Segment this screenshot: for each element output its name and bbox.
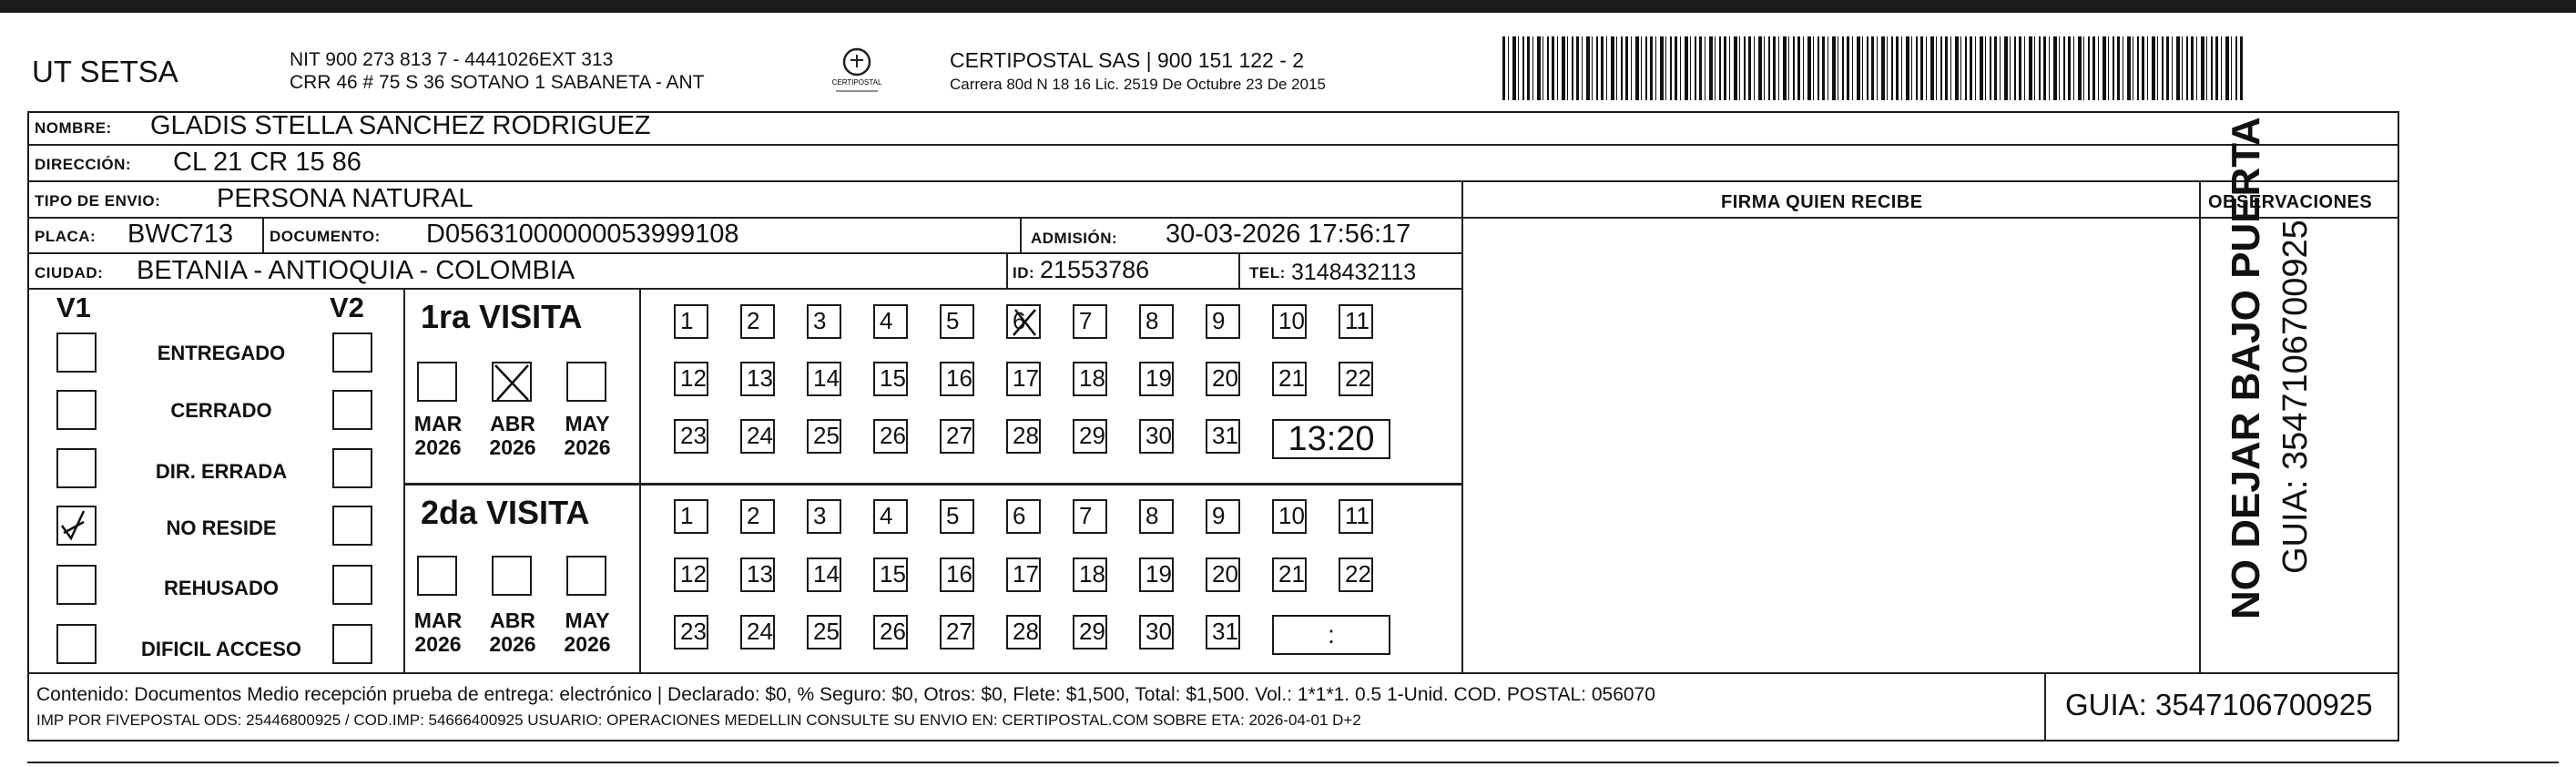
visit-1-day-10[interactable]: 10 — [1272, 304, 1307, 339]
visit-1-day-29[interactable]: 29 — [1073, 419, 1107, 454]
footer-contenido: Contenido: Documentos Medio recepción prueba de entrega: electrónico | Declarado: $0, % Seguro: $0, Otros: $0, Flete: $1,500, Total: $1,500. Vol.: 1*1*1. 0.5 1-Unid. COD. POSTAL: 056070 — [36, 684, 1655, 705]
v1-checkbox-dir-errada[interactable] — [56, 448, 97, 488]
visit-2-day-25[interactable]: 25 — [807, 615, 841, 649]
visit-2-day-1[interactable]: 1 — [674, 499, 708, 534]
visit-2-month-may: MAY 2026 — [564, 608, 611, 657]
visit-2-day-18[interactable]: 18 — [1073, 557, 1107, 592]
visit-1-day-2[interactable]: 2 — [740, 304, 775, 339]
visit-2-day-20[interactable]: 20 — [1206, 557, 1240, 592]
visit-2-day-29[interactable]: 29 — [1073, 615, 1107, 649]
visit-2-day-24[interactable]: 24 — [740, 615, 775, 649]
placa-label: PLACA: — [35, 228, 97, 245]
visit-1-day-3[interactable]: 3 — [807, 304, 841, 339]
id-label: ID: — [1013, 264, 1035, 281]
visit-2-day-5[interactable]: 5 — [940, 499, 974, 534]
observaciones-header: OBSERVACIONES — [2208, 192, 2373, 212]
placa-value: BWC713 — [127, 220, 234, 249]
visit-1-day-30[interactable]: 30 — [1139, 419, 1174, 454]
v1-label: V1 — [56, 291, 91, 323]
visit-2-month-abr: ABR 2026 — [489, 608, 536, 657]
visit-2-day-14[interactable]: 14 — [807, 557, 841, 592]
visit-2-day-31[interactable]: 31 — [1206, 615, 1240, 649]
visit-1-month-mar: MAR 2026 — [413, 412, 463, 460]
id-value: 21553786 — [1040, 256, 1150, 283]
direccion-value: CL 21 CR 15 86 — [173, 148, 361, 177]
visit-1-day-23[interactable]: 23 — [674, 419, 708, 454]
visit-1-day-25[interactable]: 25 — [807, 419, 841, 454]
ciudad-label: CIUDAD: — [35, 264, 104, 281]
visit-2-day-22[interactable]: 22 — [1339, 557, 1373, 592]
side-warning: NO DEJAR BAJO PUERTA — [2224, 117, 2268, 619]
nombre-label: NOMBRE: — [35, 119, 112, 137]
v1-checkbox-dificil-acceso[interactable] — [56, 624, 97, 664]
tel-label: TEL: — [1249, 264, 1286, 281]
visit-2-day-11[interactable]: 11 — [1339, 499, 1373, 534]
visit-1-day-21[interactable]: 21 — [1272, 362, 1307, 396]
barcode — [1502, 36, 2245, 100]
visit-1-day-20[interactable]: 20 — [1206, 362, 1240, 396]
visit-2-day-19[interactable]: 19 — [1139, 557, 1174, 592]
visit-2-day-10[interactable]: 10 — [1272, 499, 1307, 534]
visit-2-day-3[interactable]: 3 — [807, 499, 841, 534]
status-dificil-acceso: DIFICIL ACCESO — [140, 638, 301, 660]
certipostal-name: CERTIPOSTAL SAS | 900 151 122 - 2 — [950, 48, 1305, 72]
tel-value: 3148432113 — [1291, 260, 1417, 285]
visit-1-month-abr: ABR 2026 — [489, 412, 536, 460]
visit-2-day-21[interactable]: 21 — [1272, 557, 1307, 592]
visit-2-day-6[interactable]: 6 — [1006, 499, 1041, 534]
side-guia: GUIA: 3547106700925 — [2276, 220, 2315, 574]
nombre-value: GLADIS STELLA SANCHEZ RODRIGUEZ — [150, 111, 651, 140]
visit-2-day-2[interactable]: 2 — [740, 499, 775, 534]
certipostal-logo — [830, 44, 883, 98]
visit-1-day-22[interactable]: 22 — [1339, 362, 1373, 396]
visit-2-day-15[interactable]: 15 — [873, 557, 908, 592]
v2-checkbox-rehusado[interactable] — [332, 565, 372, 605]
visit-1-day-17[interactable]: 17 — [1006, 362, 1041, 396]
v2-label: V2 — [330, 291, 364, 323]
visit-2-day-9[interactable]: 9 — [1206, 499, 1240, 534]
visit-2-day-17[interactable]: 17 — [1006, 557, 1041, 592]
visit-1-day-14[interactable]: 14 — [807, 362, 841, 396]
visit-1-day-7[interactable]: 7 — [1073, 304, 1107, 339]
visit-2-day-12[interactable]: 12 — [674, 557, 708, 592]
footer-impresion: IMP POR FIVEPOSTAL ODS: 25446800925 / COD.IMP: 54666400925 USUARIO: OPERACIONES MEDELLIN CONSULTE SU ENVIO EN: CERTIPOSTAL.COM SOBRE ETA: 2026-04-01 D+2 — [36, 711, 1361, 729]
visit-2-title: 2da VISITA — [421, 494, 590, 531]
status-entregado: ENTREGADO — [157, 342, 286, 364]
v2-checkbox-no-reside[interactable] — [332, 506, 372, 546]
certipostal-address: Carrera 80d N 18 16 Lic. 2519 De Octubre 23 De 2015 — [950, 76, 1326, 93]
visit-1-day-9[interactable]: 9 — [1206, 304, 1240, 339]
v1-checkbox-no-reside[interactable] — [56, 506, 97, 546]
visit-2-day-4[interactable]: 4 — [873, 499, 908, 534]
visit-1-day-6[interactable]: 6 — [1006, 304, 1041, 339]
visit-1-day-19[interactable]: 19 — [1139, 362, 1174, 396]
svg-text:CERTIPOSTAL: CERTIPOSTAL — [831, 78, 882, 87]
company-name: UT SETSA — [32, 55, 178, 88]
visit-2-day-16[interactable]: 16 — [940, 557, 974, 592]
visit-2-day-7[interactable]: 7 — [1073, 499, 1107, 534]
tipo-envio-value: PERSONA NATURAL — [217, 184, 473, 213]
visit-1-day-27[interactable]: 27 — [940, 419, 974, 454]
visit-1-month-abr-checkbox[interactable] — [492, 362, 532, 402]
visit-1-month-may: MAY 2026 — [564, 412, 611, 460]
nit-line: NIT 900 273 813 7 - 4441026EXT 313 — [290, 49, 614, 70]
admision-label: ADMISIÓN: — [1031, 230, 1118, 247]
footer-guia: GUIA: 3547106700925 — [2065, 688, 2373, 721]
cross-mark-icon — [492, 362, 532, 402]
documento-value: D05631000000053999108 — [426, 220, 739, 249]
ciudad-value: BETANIA - ANTIOQUIA - COLOMBIA — [137, 256, 575, 285]
visit-1-day-18[interactable]: 18 — [1073, 362, 1107, 396]
visit-2-day-26[interactable]: 26 — [873, 615, 908, 649]
direccion-label: DIRECCIÓN: — [35, 156, 132, 173]
v2-checkbox-cerrado[interactable] — [332, 390, 372, 430]
visit-2-day-27[interactable]: 27 — [940, 615, 974, 649]
visit-2-month-may-checkbox[interactable] — [566, 556, 606, 596]
visit-1-day-31[interactable]: 31 — [1206, 419, 1240, 454]
cross-mark-icon — [1008, 306, 1039, 337]
visit-1-time-field[interactable]: 13:20 — [1272, 419, 1390, 459]
visit-2-day-8[interactable]: 8 — [1139, 499, 1174, 534]
status-no-reside: NO RESIDE — [166, 516, 277, 539]
v2-checkbox-dir-errada[interactable] — [332, 448, 372, 488]
visit-2-month-mar-checkbox[interactable] — [417, 556, 457, 596]
tipo-envio-label: TIPO DE ENVIO: — [35, 192, 161, 210]
visit-1-title: 1ra VISITA — [421, 298, 583, 335]
visit-1-month-mar-checkbox[interactable] — [417, 362, 457, 402]
visit-2-day-13[interactable]: 13 — [740, 557, 775, 592]
v1-checkbox-rehusado[interactable] — [56, 565, 97, 605]
visit-1-month-may-checkbox[interactable] — [566, 362, 606, 402]
visit-1-day-13[interactable]: 13 — [740, 362, 775, 396]
visit-1-day-12[interactable]: 12 — [674, 362, 708, 396]
company-address: CRR 46 # 75 S 36 SOTANO 1 SABANETA - ANT — [290, 72, 705, 93]
visit-2-month-abr-checkbox[interactable] — [492, 556, 532, 596]
visit-1-day-11[interactable]: 11 — [1339, 304, 1373, 339]
visit-2-day-28[interactable]: 28 — [1006, 615, 1041, 649]
firma-header: FIRMA QUIEN RECIBE — [1721, 192, 1923, 212]
v1-checkbox-entregado[interactable] — [56, 332, 97, 373]
status-rehusado: REHUSADO — [164, 577, 279, 599]
visit-2-month-mar: MAR 2026 — [413, 608, 463, 657]
v1-checkbox-cerrado[interactable] — [56, 390, 97, 430]
v2-checkbox-dificil-acceso[interactable] — [332, 624, 372, 664]
visit-1-day-16[interactable]: 16 — [940, 362, 974, 396]
v2-checkbox-entregado[interactable] — [332, 332, 372, 373]
check-mark-icon — [56, 506, 97, 546]
visit-1-day-5[interactable]: 5 — [940, 304, 974, 339]
visit-2-day-23[interactable]: 23 — [674, 615, 708, 649]
visit-2-time-field[interactable]: : — [1272, 615, 1390, 655]
status-cerrado: CERRADO — [170, 399, 272, 422]
top-border — [0, 0, 2576, 13]
visit-2-day-30[interactable]: 30 — [1139, 615, 1174, 649]
visit-1-day-1[interactable]: 1 — [674, 304, 708, 339]
visit-1-day-26[interactable]: 26 — [873, 419, 908, 454]
visit-1-day-4[interactable]: 4 — [873, 304, 908, 339]
visit-1-day-24[interactable]: 24 — [740, 419, 775, 454]
visit-1-day-8[interactable]: 8 — [1139, 304, 1174, 339]
visit-1-day-15[interactable]: 15 — [873, 362, 908, 396]
visit-1-day-28[interactable]: 28 — [1006, 419, 1041, 454]
documento-label: DOCUMENTO: — [270, 228, 381, 245]
admision-value: 30-03-2026 17:56:17 — [1166, 220, 1411, 249]
status-dir-errada: DIR. ERRADA — [155, 460, 288, 483]
